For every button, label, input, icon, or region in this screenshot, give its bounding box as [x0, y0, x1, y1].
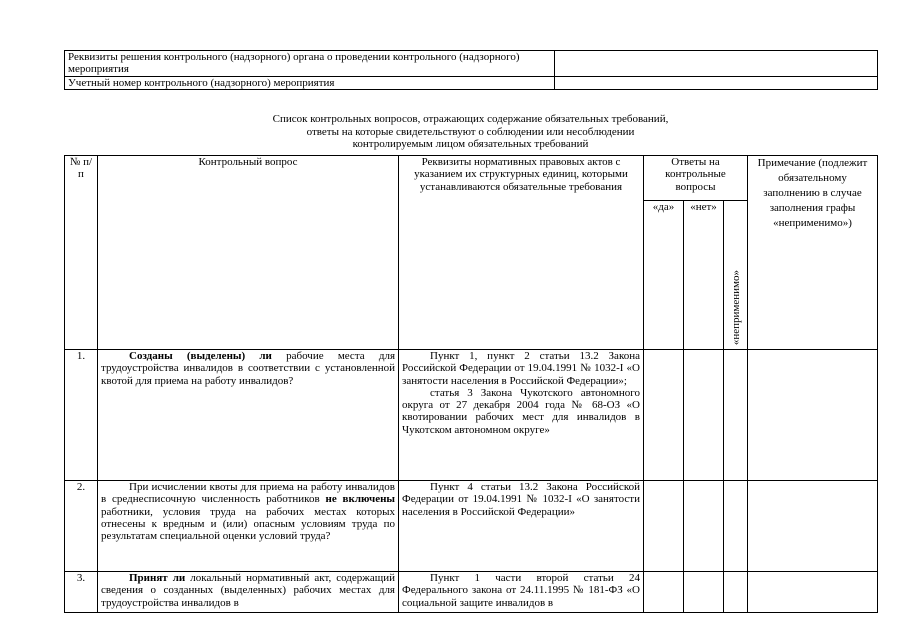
- header-answers: Ответы на контрольные вопросы: [644, 156, 748, 201]
- row-question: [98, 481, 399, 572]
- note-cell[interactable]: [748, 572, 878, 613]
- question-text: работники, условия труда на рабочих местах которых отнесены к вредным и (или) опасным условиям труда по результатам специальной оценки условий труда?: [101, 505, 395, 543]
- header-num: № п/п: [65, 156, 98, 350]
- requisites-number-value[interactable]: [555, 76, 878, 89]
- table-row: [65, 572, 878, 613]
- answer-na-cell[interactable]: [724, 481, 748, 572]
- row-acts: [399, 350, 644, 481]
- question-bold: Созданы (выделены) ли: [129, 350, 272, 362]
- row-question: [98, 572, 399, 613]
- answer-yes-cell[interactable]: [644, 481, 684, 572]
- act-paragraph: статья 3 Закона Чукотского автономного округа от 27 декабря 2004 года № 68-ОЗ «О квотировании рабочих мест для инвалидов в Чукотском автономном округе»: [402, 386, 640, 436]
- header-na-label: «неприменимо»: [729, 269, 742, 345]
- note-cell[interactable]: [748, 350, 878, 481]
- header-question: Контрольный вопрос: [98, 156, 399, 350]
- answer-no-cell[interactable]: [684, 481, 724, 572]
- answer-na-cell[interactable]: [724, 572, 748, 613]
- note-cell[interactable]: [748, 481, 878, 572]
- answer-yes-cell[interactable]: [644, 572, 684, 613]
- row-num: 1.: [65, 350, 98, 481]
- question-text: локальный нормативный акт, содержащий сведения о созданных (выделенных) рабочих местах для трудоустройства инвалидов в: [101, 572, 396, 609]
- header-note: Примечание (подлежит обязательному заполнению в случае заполнения графы «неприменимо»): [748, 156, 878, 350]
- act-paragraph: Пункт 1, пункт 2 статьи 13.2 Закона Российской Федерации от 19.04.1991 № 1032-I «О занятости населения в Российской Федерации»;: [402, 350, 640, 387]
- requisites-row-number: [65, 76, 878, 89]
- caption-line-2: ответы на которые свидетельствуют о соблюдении или несоблюдении: [306, 125, 635, 138]
- checklist-caption: [64, 113, 877, 151]
- requisites-number-label: Учетный номер контрольного (надзорного) мероприятия: [65, 76, 555, 89]
- requisites-row-decision: [65, 51, 878, 77]
- question-text: При исчислении квоты для приема на работу инвалидов в среднесписочную численность работников: [101, 481, 395, 506]
- checklist-table: [64, 155, 878, 613]
- caption-line-1: Список контрольных вопросов, отражающих содержание обязательных требований,: [272, 113, 669, 125]
- question-bold: не включены: [325, 493, 396, 506]
- answer-yes-cell[interactable]: [644, 350, 684, 481]
- header-yes: «да»: [644, 201, 684, 350]
- row-num: 2.: [65, 481, 98, 572]
- answer-na-cell[interactable]: [724, 350, 748, 481]
- question-text: рабочие места для трудоустройства инвалидов в соответствии с установленной квотой для приема на работу инвалидов?: [101, 350, 396, 387]
- requisites-decision-label: Реквизиты решения контрольного (надзорного) органа о проведении контрольного (надзорного) мероприятия: [65, 51, 555, 77]
- table-row: [65, 481, 878, 572]
- header-row: [65, 156, 878, 201]
- requisites-decision-value[interactable]: [555, 51, 878, 77]
- header-acts: Реквизиты нормативных правовых актов с указанием их структурных единиц, которыми устанавливаются обязательные требования: [399, 156, 644, 350]
- row-num: 3.: [65, 572, 98, 613]
- row-acts: Пункт 4 статьи 13.2 Закона Российской Федерации от 19.04.1991 № 1032-I «О занятости населения в Российской Федерации»: [399, 481, 644, 572]
- answer-no-cell[interactable]: [684, 572, 724, 613]
- header-na: [724, 201, 748, 350]
- table-row: [65, 350, 878, 481]
- answer-no-cell[interactable]: [684, 350, 724, 481]
- row-question: [98, 350, 399, 481]
- caption-line-3: контролируемым лицом обязательных требований: [352, 138, 589, 151]
- question-bold: Принят ли: [129, 572, 186, 584]
- row-acts: Пункт 1 части второй статьи 24 Федерального закона от 24.11.1995 № 181-ФЗ «О социальной защите инвалидов в: [399, 572, 644, 613]
- header-no: «нет»: [684, 201, 724, 350]
- requisites-table: [64, 50, 878, 90]
